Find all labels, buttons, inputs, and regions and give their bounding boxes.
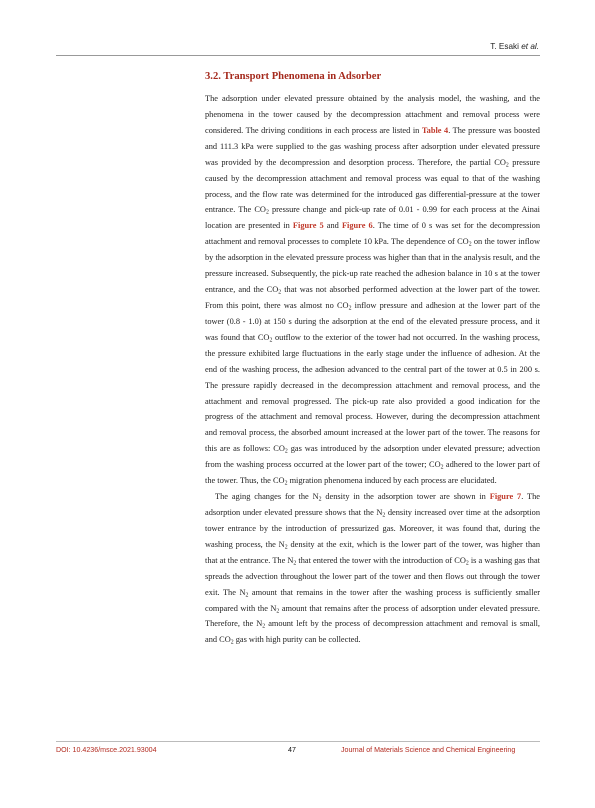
footer-rule [56, 741, 540, 742]
running-head-etal: et al. [521, 42, 539, 51]
running-head-author: T. Esaki [490, 42, 519, 51]
footer-journal-link[interactable]: Journal of Materials Science and Chemical Engineering [341, 746, 516, 754]
body-text [205, 91, 540, 648]
figure-6-link[interactable]: Figure 6 [341, 221, 373, 231]
footer-page-number: 47 [288, 746, 296, 754]
figure-5-link[interactable]: Figure 5 [292, 221, 324, 231]
header-rule [56, 55, 540, 56]
paragraph-2: The aging changes for the $N_2$ density in the adsorption tower are shown in Figure 7. The adsorption under elevated pressure shows that the $N_2$ density increased over time at the adsorption tower entrance by the introduction of pressurized gas. Moreover, it was found that, during the washing process, the $N_2$ density at the exit, which is the lower part of the tower, was higher than that at the entrance. The $N_2$ that entered the tower with the introduction of $CO_2$ is a washing gas that spreads the advection throughout the lower part of the tower and then flows out through the tower exit. The $N_2$ amount that remains in the tower after the washing process is sufficiently smaller compared with the $N_2$ amount that remains after the process of adsorption under elevated pressure. Therefore, the $N_2$ amount left by the process of decompression attachment and removal is small, and $CO_2$ gas with high purity can be collected. [205, 492, 540, 646]
table-4-link[interactable]: Table 4 [421, 125, 449, 135]
running-head [0, 42, 539, 51]
figure-7-link[interactable]: Figure 7 [489, 492, 522, 502]
section-title: 3.2. Transport Phenomena in Adsorber [205, 71, 382, 82]
paragraph-1: The adsorption under elevated pressure obtained by the analysis model, the washing, and the phenomena in the tower caused by the decompression attachment and removal process were considered. The driving conditions in each process are listed in Table 4. The pressure was boosted and 111.3 kPa were supplied to the gas washing process after adsorption under elevated pressure was provided by the decompression and desorption process. Therefore, the partial $CO_2$ pressure caused by the decompression attachment and removal process was equal to that of the washing process, and the flow rate was determined for the introduced gas differential-pressure at the tower entrance. The $CO_2$ pressure change and pick-up rate of 0.01 - 0.99 for each process at the Ainai location are presented in Figure 5 and Figure 6. The time of 0 s was set for the decompression attachment and removal processes to complete 10 kPa. The dependence of $CO_2$ on the tower inflow by the adsorption in the elevated pressure process was higher than that in the analysis result, and the pressure increased. Subsequently, the pick-up rate reached the adhesion balance in 10 s at the tower entrance, and the $CO_2$ that was not absorbed performed advection at the lower part of the tower. From this point, there was almost no $CO_2$ inflow pressure and adhesion at the lower part of the tower (0.8 - 1.0) at 150 s during the adsorption at the end of the elevated pressure process, and it was found that $CO_2$ outflow to the exterior of the tower had not occurred. In the washing process, the pressure exhibited large fluctuations in the early stage under the influence of adhesion. At the end of the washing process, the adhesion advanced to the central part of the tower at 0.5 in 200 s. The pressure rapidly decreased in the decompression attachment and removal process, and the attachment and removal progressed. The pick-up rate also provided a good indication for the progress of the attachment and removal process. However, during the decompression attachment and removal process, the absorbed amount increased at the lower part of the tower. The reasons for this are as follows: $CO_2$ gas was introduced by the adsorption under elevated pressure; advection from the washing process occurred at the lower part of the tower; $CO_2$ adhered to the lower part of the tower. Thus, the $CO_2$ migration phenomena induced by each process are elucidated. [205, 94, 541, 487]
footer-doi-link[interactable]: DOI: 10.4236/msce.2021.93004 [56, 746, 157, 754]
